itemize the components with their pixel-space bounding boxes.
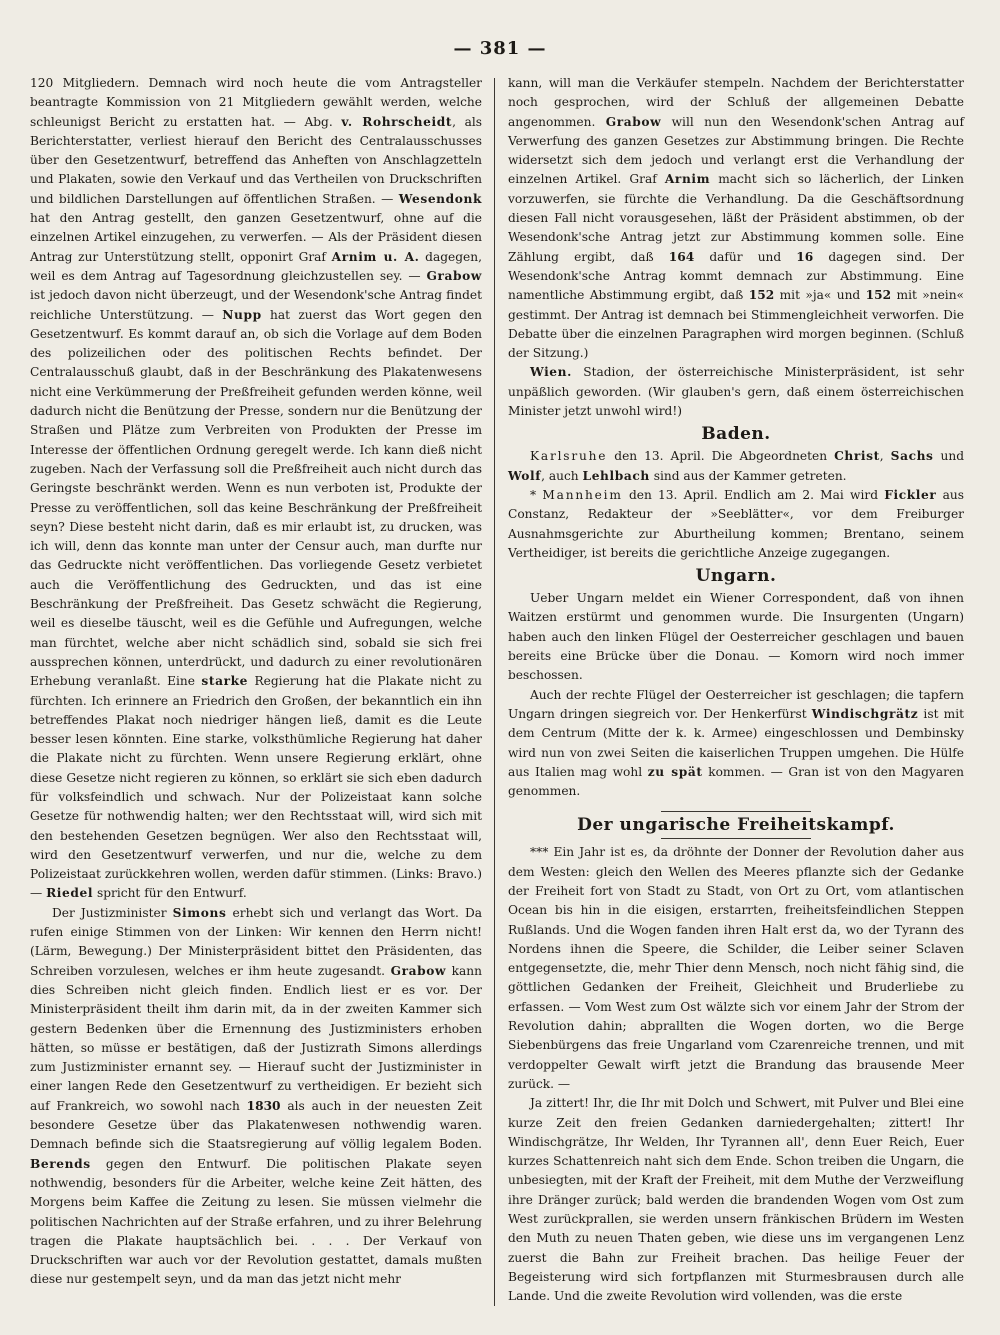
speaker-name: Arnim u. A. <box>331 249 420 264</box>
speaker-name: Wesendonk <box>398 191 482 206</box>
page-number: — 381 — <box>453 38 547 59</box>
paragraph-karlsruhe: Karlsruhe den 13. April. Die Abgeordneten Christ, Sachs und Wolf, auch Lehlbach sind aus der Kammer getreten. <box>508 449 965 483</box>
dateline-place: Wien. <box>530 365 572 380</box>
paragraph-justice-minister: Der Justizminister Simons erhebt sich und verlangt das Wort. Da rufen einige Stimmen von der Linken: Wir kennen den Herrn nicht! (Lärm, Bewegung.) Der Ministerpräsident bittet den Präsidenten, das Schreiben vorzulesen, welches er ihm heute zugesandt. Grabow kann dies Schreiben nicht gleich finden. Endlich liest er es vor. Der Ministerpräsident theilt ihm darin mit, da in der zweiten Kammer sich gestern Bedenken über die Ernennung des Justizministers erhoben hätten, so müsse er bestätigen, daß der Justizrath Simons allerdings zum Justizminister ernannt sey. — Hierauf sucht der Justizminister in einer langen Rede den Gesetzentwurf zu vertheidigen. Er bezieht sich auf Frankreich, wo sowohl nach 1830 als auch in der neuesten Zeit besondere Gesetze über das Plakatenwesen nothwendig waren. Demnach befinde sich die Staatsregierung auf völlig legalem Boden. Berends gegen den Entwurf. Die politischen Plakate seyen nothwendig, besonders für die Arbeiter, welche keine Zeit hätten, des Morgens beim Kaffee die Zeitung zu lesen. Sie müssen vielmehr die politischen Nachrichten auf der Straße erfahren, und zu ihrer Belehrung tragen die Plakate hauptsächlich bei. . . . Der Verkauf von Druckschriften war auch vor der Revolution gestattet, damals mußten diese nur gestempelt seyn, und da man das jetzt nicht mehr <box>30 905 482 1287</box>
speaker-name: Simons <box>172 905 227 920</box>
speaker-name: Nupp <box>222 307 262 322</box>
right-column <box>508 74 964 1307</box>
speaker-name: Berends <box>30 1156 91 1171</box>
year-number: 1830 <box>246 1098 281 1113</box>
paragraph-vienna: Wien. Stadion, der österreichische Ministerpräsident, ist sehr unpäßlich geworden. (Wir glauben's gern, daß einem österreichischen Minister jetzt unwohl wird!) <box>508 365 964 419</box>
section-heading-baden: Baden. <box>701 424 771 445</box>
column-divider <box>494 78 495 1306</box>
left-column <box>30 74 482 1290</box>
paragraph-freiheit-2: Ja zittert! Ihr, die Ihr mit Dolch und Schwert, mit Pulver und Blei eine kurze Zeit den freien Gedanken darniedergehalten; zittert! Ihr Windischgrätze, Ihr Welden, Ihr Tyrannen all', denn Euer Reich, Euer kurzes Schattenreich naht sich dem Ende. Schon treiben die Ungarn, die unbesiegten, mit der Kraft der Freiheit, mit dem Muthe der Verzweiflung ihre Dränger zurück; bald werden die brandenden Wogen vom Ost zum West zurückprallen, sie werden unsern fränkischen Brüdern im Westen den Muth zu neuen Thaten geben, wie diese uns im vergangenen Lenz zuerst die Bahn zur Freiheit brachen. Das heilige Feuer der Begeisterung wird sich fortpflanzen mit Sturmesbrausen durch alle Lande. Und die zweite Revolution wird vollenden, was die erste <box>508 1096 964 1304</box>
section-divider <box>661 838 811 839</box>
speaker-name: Grabow <box>390 963 447 978</box>
article-heading-freiheitskampf: Der ungarische Freiheitskampf. <box>577 815 895 836</box>
paragraph-debate-part2: kann, will man die Verkäufer stempeln. Nachdem der Berichterstatter noch gesprochen, wird der Schluß der allgemeinen Debatte angenommen. Grabow will nun den Wesendonk'schen Antrag auf Verwerfung des ganzen Gesetzes zur Abstimmung bringen. Die Rechte widersetzt sich dem jedoch und verlangt erst die Verhandlung der einzelnen Artikel. Graf Arnim macht sich so lächerlich, der Linken vorzuwerfen, sie fürchte die Verhandlung. Da die Geschäftsordnung diesen Fall nicht vorausgesehen, läßt der Präsident abstimmen, ob der Wesendonk'sche Antrag jetzt zur Abstimmung kommen solle. Eine Zählung ergibt, daß 164 dafür und 16 dagegen sind. Der Wesendonk'sche Antrag kommt demnach zur Abstimmung. Eine namentliche Abstimmung ergibt, daß 152 mit »ja« und 152 mit »nein« gestimmt. Der Antrag ist demnach bei Stimmengleichheit verworfen. Die Debatte über die einzelnen Paragraphen wird morgen beginnen. (Schluß der Sitzung.) <box>508 76 965 361</box>
paragraph-ungarn-1: Ueber Ungarn meldet ein Wiener Correspondent, daß von ihnen Waitzen erstürmt und genommen wurde. Die Insurgenten (Ungarn) haben auch den linken Flügel der Oesterreicher geschlagen und bauen bereits eine Brücke über die Donau. — Komorn wird noch immer beschossen. <box>508 591 964 683</box>
speaker-name: Grabow <box>426 268 482 283</box>
paragraph-mannheim: * Mannheim den 13. April. Endlich am 2. Mai wird Fickler aus Constanz, Redakteur der »Seeblätter«, vor dem Freiburger Ausnahmsgerichte zur Aburtheilung kommen; Brentano, seinem Vertheidiger, ist bereits die gerichtliche Anzeige zugegangen. <box>508 487 965 560</box>
speaker-name: Grabow <box>605 114 662 129</box>
section-heading-ungarn: Ungarn. <box>695 566 777 587</box>
dateline-place: Mannheim <box>542 487 623 502</box>
dateline-place: Karlsruhe <box>530 449 608 464</box>
paragraph-freiheit-1: *** Ein Jahr ist es, da dröhnte der Donner der Revolution daher aus dem Westen: gleich den Wellen des Meeres pflanzte sich der Gedanke der Freiheit fort von Stadt zu Stadt, von Ort zu Ort, vom atlantischen Ocean bis hin in die eisigen, erstarrten, freiheitsfeindlichen Steppen Rußlands. Und die Wogen fanden ihren Halt erst da, wo der Tyrann des Nordens ihnen die Speere, die Schilder, die Leiber seiner Sclaven entgegensetzte, die, mehr Thier denn Mensch, noch nicht fähig sind, die göttlichen Gedanken der Freiheit, Gleichheit und Bruderliebe zu erfassen. — Vom West zum Ost wälzte sich vor einem Jahr der Strom der Revolution dahin; abprallten die Wogen dorten, wo die Berge Siebenbürgens das freie Ungarland vom Czarenreiche trennen, und mit verdoppelter Gewalt wirft jetzt die Brandung das brausende Meer zurück. — <box>508 845 964 1091</box>
speaker-name: v. Rohrscheidt <box>341 114 453 129</box>
speaker-name: Riedel <box>46 886 94 901</box>
paragraph-debate-part1: 120 Mitgliedern. Demnach wird noch heute die vom Antragsteller beantragte Kommission von 21 Mitgliedern gewählt werden, welche schleunigst Bericht zu erstatten hat. — Abg. v. Rohrscheidt, als Berichterstatter, verliest hierauf den Bericht des Centralausschusses über den Gesetzentwurf, betreffend das Anheften von Anschlagzetteln und Plakaten, sowie den Verkauf und das Vertheilen von Druckschriften und bildlichen Darstellungen auf öffentlichen Straßen. — Wesendonk hat den Antrag gestellt, den ganzen Gesetzentwurf, ohne auf die einzelnen Artikel einzugehen, zu verwerfen. — Als der Präsident diesen Antrag zur Unterstützung stellt, opponirt Graf Arnim u. A. dagegen, weil es dem Antrag auf Tagesordnung gleichzustellen sey. — Grabow ist jedoch davon nicht überzeugt, und der Wesendonk'sche Antrag findet reichliche Unterstützung. — Nupp hat zuerst das Wort gegen den Gesetzentwurf. Es kommt darauf an, ob sich die Vorlage auf dem Boden des polizeilichen oder des politischen Rechts befindet. Der Centralausschuß glaubt, daß in der Beschränkung des Plakatenwesens nicht eine Verkümmerung der Preßfreiheit gefunden werden könne, weil dadurch nicht die Benützung der Presse, sondern nur die Benützung der Straßen und Plätze zum Verbreiten von Produkten der Presse im Interesse der öffentlichen Ordnung geregelt werde. Ich kann dieß nicht zugeben. Nach der Verfassung soll die Preßfreiheit auch nicht durch das Geringste beschränkt werden. Wenn es nun verboten ist, Produkte der Presse zu veröffentlichen, soll das keine Beschränkung der Preßfreiheit seyn? Diese besteht nicht darin, daß es mir erlaubt ist, zu drucken, was ich will, denn das konnte man unter der Censur auch, man durfte nur das Gedruckte nicht veröffentlichen. Das vorliegende Gesetz verbietet auch die Veröffentlichung des Gedruckten, und das ist eine Beschränkung der Preßfreiheit. Das Gesetz schwächt die Regierung, weil es dieselbe täuscht, weil es die Gefühle und Aufregungen, welche man fürchtet, welche aber nicht schädlich sind, sobald sie sich frei aussprechen können, unterdrückt, und dadurch zu einer revolutionären Erhebung veranlaßt. Eine starke Regierung hat die Plakate nicht zu fürchten. Ich erinnere an Friedrich den Großen, der bekanntlich ein ihn betreffendes Plakat noch niedriger hängen ließ, damit es die Leute besser lesen könnten. Eine starke, volksthümliche Regierung hat daher die Plakate nicht zu fürchten. Wenn unsere Regierung erklärt, ohne diese Gesetze nicht regieren zu können, so erklärt sie sich eben dadurch für volksfeindlich und schwach. Nur der Polizeistaat kann solche Gesetze für nothwendig halten; wer den Rechtsstaat will, wird sich mit den bestehenden Gesetzen begnügen. Wer also den Rechtsstaat will, wird den Gesetzentwurf verwerfen, und nur die, welche zu dem Polizeistaat zurückkehren wollen, werden dafür stimmen. (Links: Bravo.) — Riedel spricht für den Entwurf. <box>30 76 483 901</box>
emphasis: starke <box>201 674 249 689</box>
paragraph-ungarn-2: Auch der rechte Flügel der Oesterreicher ist geschlagen; die tapfern Ungarn dringen siegreich vor. Der Henkerfürst Windischgrätz ist mit dem Centrum (Mitte der k. k. Armee) eingeschlossen und Dembinsky wird nun von zwei Seiten die kaiserlichen Truppen umgehen. Die Hülfe aus Italien mag wohl zu spät kommen. — Gran ist von den Magyaren genommen. <box>508 687 965 799</box>
speaker-name: Arnim <box>664 172 711 187</box>
section-divider <box>661 811 811 812</box>
